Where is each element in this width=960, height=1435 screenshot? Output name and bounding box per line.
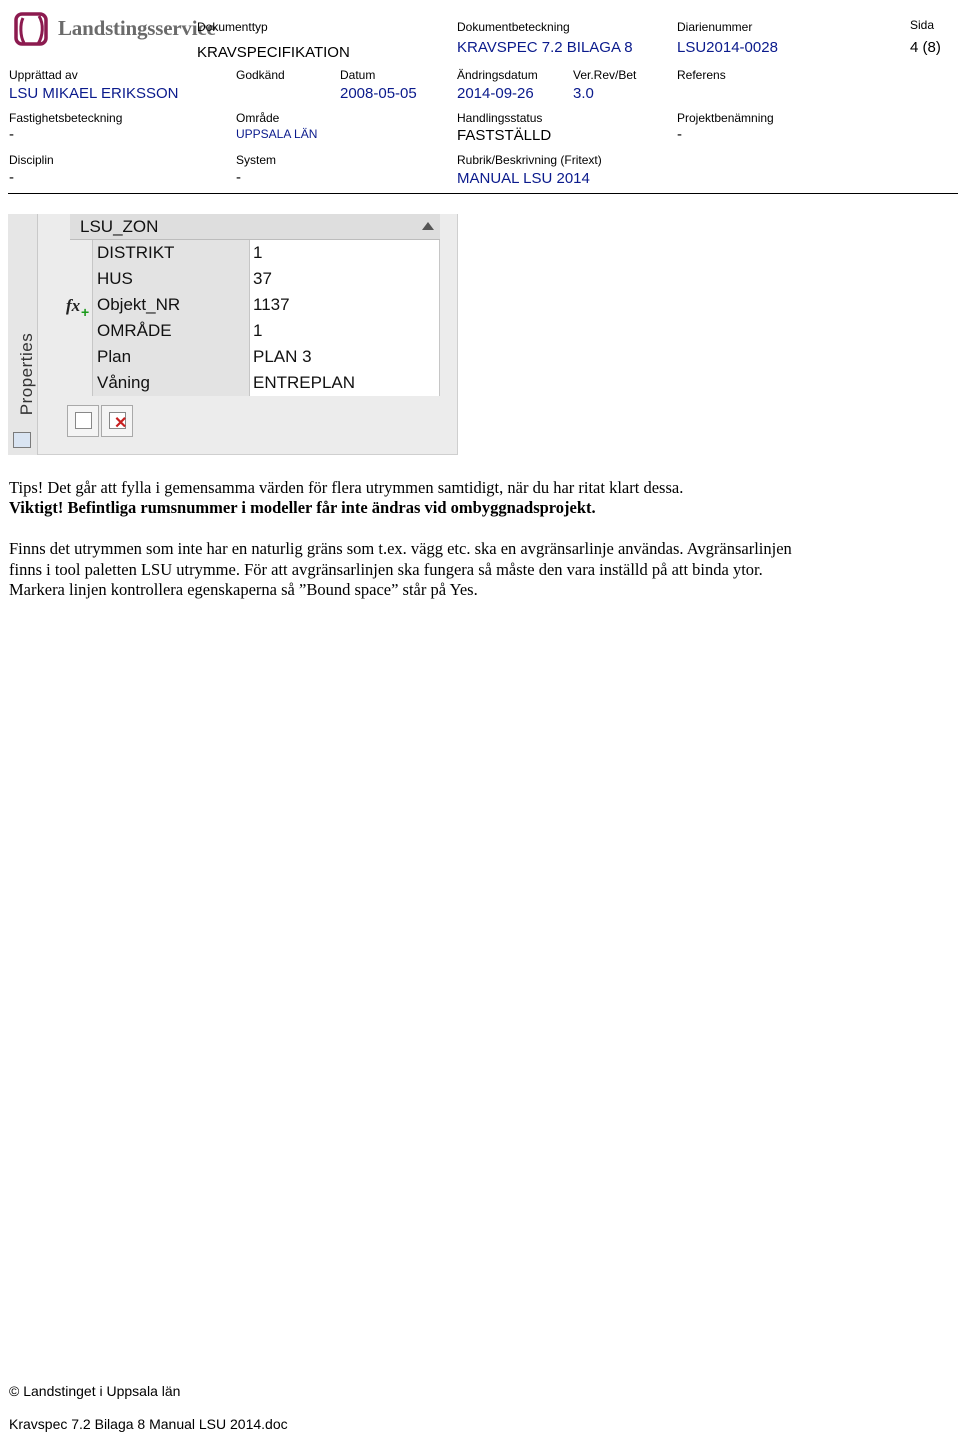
diarienummer-value: LSU2014-0028 — [677, 39, 778, 56]
andringsdatum-label: Ändringsdatum — [457, 68, 538, 82]
logo-wordmark: Landstingsservice — [58, 16, 216, 40]
fastighet-label: Fastighetsbeteckning — [9, 111, 123, 125]
diarienummer-label: Diarienummer — [677, 20, 753, 34]
property-row-objekt-nr — [92, 292, 440, 318]
add-parameter-icon[interactable]: + — [81, 304, 90, 320]
andringsdatum-value: 2014-09-26 — [457, 85, 534, 102]
fastighet-value: - — [9, 126, 14, 143]
verrev-label: Ver.Rev/Bet — [573, 68, 637, 82]
rubrik-value: MANUAL LSU 2014 — [457, 170, 590, 187]
properties-grid — [92, 240, 440, 396]
zone-title: LSU_ZON — [80, 217, 159, 236]
property-name: OMRÅDE — [92, 318, 250, 344]
disciplin-value: - — [9, 169, 14, 186]
property-name: HUS — [92, 266, 250, 292]
omrade-value: UPPSALA LÄN — [236, 127, 318, 141]
omrade-label: Område — [236, 111, 280, 125]
properties-side-label: Properties — [17, 332, 36, 416]
delete-parameter-button[interactable] — [101, 405, 133, 437]
edit-type-icon — [75, 412, 92, 429]
referens-label: Referens — [677, 68, 726, 82]
property-row-plan — [92, 344, 440, 370]
disciplin-label: Disciplin — [9, 153, 54, 167]
footer-filename: Kravspec 7.2 Bilaga 8 Manual LSU 2014.doc — [9, 1416, 288, 1432]
tips-paragraph: Tips! Det går att fylla i gemensamma värden för flera utrymmen samtidigt, när du har ritat klart dessa. — [9, 478, 684, 497]
avgransarlinje-line-1: Finns det utrymmen som inte har en naturlig gräns som t.ex. vägg etc. ska en avgränsarlinje användas. Avgränsarlinjen — [9, 539, 792, 558]
dokumenttyp-label: Dokumenttyp — [197, 20, 268, 34]
properties-side-tab[interactable] — [8, 214, 38, 455]
datum-label: Datum — [340, 68, 376, 82]
sida-value: 4 (8) — [910, 39, 941, 56]
handlingsstatus-value: FASTSTÄLLD — [457, 127, 552, 144]
property-row-omrade — [92, 318, 440, 344]
properties-pin-icon[interactable] — [13, 432, 31, 448]
projekt-value: - — [677, 126, 682, 143]
avgransarlinje-line-2: finns i tool paletten LSU utrymme. För att avgränsarlinjen ska fungera så måste den vara inställd på att binda ytor. — [9, 560, 763, 579]
property-name: Objekt_NR — [92, 292, 250, 318]
projekt-label: Projektbenämning — [677, 111, 774, 125]
system-label: System — [236, 153, 277, 167]
property-value-field[interactable]: 1137 — [250, 292, 440, 318]
property-value-field[interactable]: PLAN 3 — [250, 344, 440, 370]
dokumenttyp-value: KRAVSPECIFIKATION — [197, 44, 350, 61]
close-icon: ✕ — [114, 415, 128, 432]
zone-group-header[interactable] — [70, 214, 440, 240]
footer-copyright: © Landstinget i Uppsala län — [9, 1383, 181, 1399]
property-name: Plan — [92, 344, 250, 370]
properties-panel — [8, 214, 458, 455]
header-divider — [8, 193, 958, 194]
property-row-hus — [92, 266, 440, 292]
fx-icon[interactable]: fx — [66, 296, 81, 315]
dokumentbeteckning-value: KRAVSPEC 7.2 BILAGA 8 — [457, 39, 633, 56]
system-value: - — [236, 169, 241, 186]
landstingsservice-logo — [12, 10, 216, 50]
godkand-label: Godkänd — [236, 68, 285, 82]
property-value-field[interactable]: ENTREPLAN — [250, 370, 440, 396]
rubrik-label: Rubrik/Beskrivning (Fritext) — [457, 153, 602, 167]
property-value-field[interactable]: 1 — [250, 318, 440, 344]
edit-type-button[interactable] — [67, 405, 99, 437]
property-value-field[interactable]: 1 — [250, 240, 440, 266]
property-row-vaning — [92, 370, 440, 396]
collapse-arrow-icon[interactable] — [422, 222, 434, 230]
property-name: Våning — [92, 370, 250, 396]
upprattad-value: LSU MIKAEL ERIKSSON — [9, 85, 179, 102]
property-value-field[interactable]: 37 — [250, 266, 440, 292]
property-row-distrikt — [92, 240, 440, 266]
logo-mark-icon — [12, 10, 52, 50]
handlingsstatus-label: Handlingsstatus — [457, 111, 543, 125]
upprattad-label: Upprättad av — [9, 68, 78, 82]
sida-label: Sida — [910, 18, 935, 32]
dokumentbeteckning-label: Dokumentbeteckning — [457, 20, 570, 34]
viktigt-paragraph: Viktigt! Befintliga rumsnummer i modeller får inte ändras vid ombyggnadsprojekt. — [9, 498, 596, 517]
property-name: DISTRIKT — [92, 240, 250, 266]
datum-value: 2008-05-05 — [340, 85, 417, 102]
verrev-value: 3.0 — [573, 85, 594, 102]
avgransarlinje-line-3: Markera linjen kontrollera egenskaperna så ”Bound space” står på Yes. — [9, 580, 478, 599]
